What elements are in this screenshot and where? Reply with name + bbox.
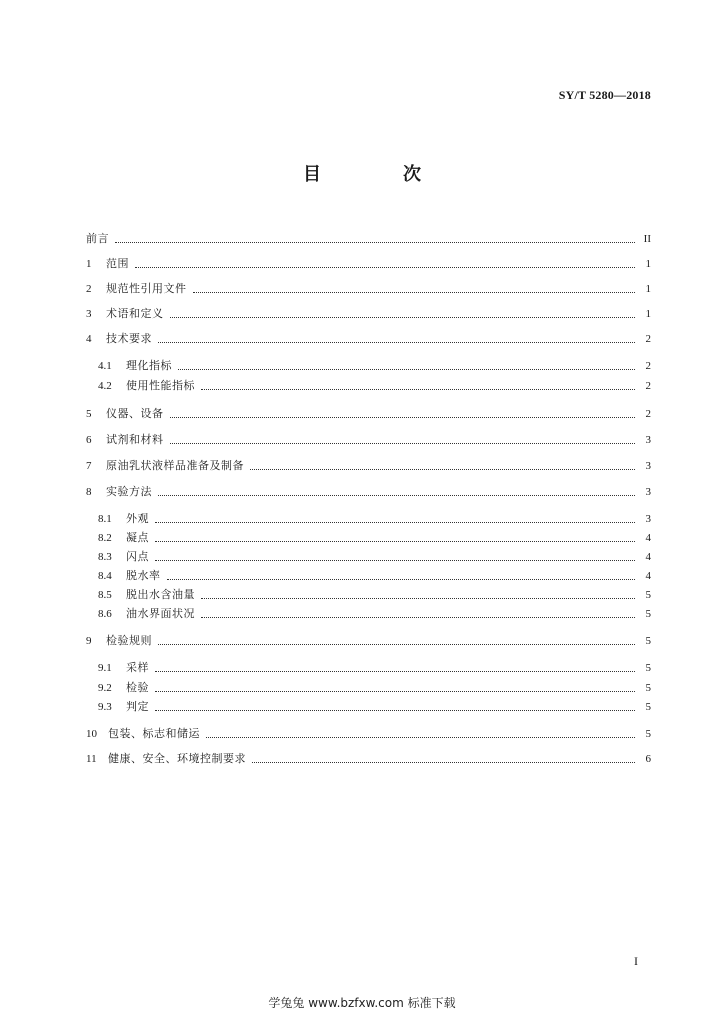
toc-entry-page: II [643, 233, 651, 245]
toc-entry-page: 5 [645, 662, 651, 674]
toc-subentry[interactable] [98, 355, 651, 373]
toc-entry-page: 4 [645, 532, 651, 544]
dot-leader [155, 559, 635, 561]
toc-entry[interactable] [86, 723, 651, 741]
dot-leader [155, 709, 635, 711]
toc-entry-number: 6 [86, 434, 92, 446]
toc-entry-number: 7 [86, 460, 92, 472]
toc-entry-page: 3 [645, 513, 651, 525]
toc-entry-number: 4.1 [98, 360, 112, 372]
toc-entry-label: 仪器、设备 [106, 407, 164, 420]
toc-subentry[interactable] [98, 603, 651, 621]
toc-entry-page: 6 [645, 753, 651, 765]
toc-entry-number: 8.6 [98, 608, 112, 620]
toc-entry[interactable] [86, 455, 651, 473]
toc-entry-page: 5 [645, 701, 651, 713]
toc-entry-number: 8.2 [98, 532, 112, 544]
toc-entry-label: 理化指标 [126, 359, 172, 372]
toc-entry-page: 5 [645, 728, 651, 740]
toc-subentry[interactable] [98, 584, 651, 602]
dot-leader [193, 291, 636, 293]
toc-entry-page: 2 [645, 408, 651, 420]
toc-entry-label: 脱出水含油量 [126, 588, 195, 601]
toc-entry-label: 使用性能指标 [126, 379, 195, 392]
dot-leader [155, 670, 635, 672]
toc-entry-label: 规范性引用文件 [106, 282, 187, 295]
toc-subentry[interactable] [98, 546, 651, 564]
toc-entry[interactable] [86, 630, 651, 648]
toc-entry-label: 油水界面状况 [126, 607, 195, 620]
toc-entry[interactable] [86, 403, 651, 421]
dot-leader [115, 241, 635, 243]
toc-entry-label: 外观 [126, 512, 149, 525]
toc-subentry[interactable] [98, 375, 651, 393]
toc-entry-page: 4 [645, 551, 651, 563]
toc-entry-number: 8.4 [98, 570, 112, 582]
toc-entry-label: 原油乳状液样品准备及制备 [106, 459, 244, 472]
page-number: I [634, 954, 638, 968]
toc-entry-page: 2 [645, 333, 651, 345]
toc-subentry[interactable] [98, 508, 651, 526]
toc-entry-number: 9.3 [98, 701, 112, 713]
dot-leader [201, 597, 635, 599]
standard-number: SY/T 5280—2018 [558, 88, 651, 102]
toc-entry-page: 3 [645, 434, 651, 446]
toc-entry-label: 凝点 [126, 531, 149, 544]
footer-watermark: 学兔兔 www.bzfxw.com 标准下载 [268, 996, 456, 1010]
dot-leader [155, 521, 635, 523]
dot-leader [135, 266, 635, 268]
toc-entry-number: 9.1 [98, 662, 112, 674]
dot-leader [250, 468, 635, 470]
dot-leader [201, 616, 635, 618]
toc-entry-number: 8.3 [98, 551, 112, 563]
dot-leader [252, 761, 635, 763]
toc-subentry[interactable] [98, 527, 651, 545]
dot-leader [170, 442, 636, 444]
dot-leader [167, 578, 636, 580]
toc-entry-number: 5 [86, 408, 92, 420]
dot-leader [206, 736, 635, 738]
toc-entry[interactable] [86, 748, 651, 766]
toc-entry-label: 实验方法 [106, 485, 152, 498]
dot-leader [158, 643, 635, 645]
toc-entry-number: 11 [86, 753, 97, 765]
toc-entry-page: 5 [645, 608, 651, 620]
toc-entry-number: 4 [86, 333, 92, 345]
toc-entry-label: 健康、安全、环境控制要求 [108, 752, 246, 765]
toc-entry[interactable] [86, 481, 651, 499]
toc-entry-label: 前言 [86, 232, 109, 245]
toc-entry-label: 闪点 [126, 550, 149, 563]
toc-entry[interactable] [86, 303, 651, 321]
toc-entry-foreword[interactable] [86, 228, 651, 246]
toc-entry-page: 2 [645, 360, 651, 372]
dot-leader [178, 368, 635, 370]
toc-entry-page: 5 [645, 589, 651, 601]
toc-entry-page: 5 [645, 635, 651, 647]
toc-entry-page: 4 [645, 570, 651, 582]
toc-entry-page: 1 [645, 283, 651, 295]
toc-entry-number: 9 [86, 635, 92, 647]
toc-entry-number: 8.1 [98, 513, 112, 525]
toc-entry-number: 1 [86, 258, 92, 270]
toc-entry[interactable] [86, 429, 651, 447]
toc-entry-page: 3 [645, 486, 651, 498]
toc-subentry[interactable] [98, 696, 651, 714]
toc-entry-label: 判定 [126, 700, 149, 713]
dot-leader [158, 341, 635, 343]
toc-entry-label: 脱水率 [126, 569, 161, 582]
toc-entry[interactable] [86, 328, 651, 346]
toc-entry-number: 4.2 [98, 380, 112, 392]
toc-entry-label: 术语和定义 [106, 307, 164, 320]
toc-subentry[interactable] [98, 677, 651, 695]
toc-entry[interactable] [86, 278, 651, 296]
toc-entry-page: 5 [645, 682, 651, 694]
toc-entry-label: 采样 [126, 661, 149, 674]
toc-title: 目 次 [303, 164, 453, 185]
dot-leader [158, 494, 635, 496]
toc-subentry[interactable] [98, 565, 651, 583]
toc-entry-label: 技术要求 [106, 332, 152, 345]
toc-entry-number: 3 [86, 308, 92, 320]
toc-entry-page: 1 [645, 258, 651, 270]
dot-leader [201, 388, 635, 390]
toc-subentry[interactable] [98, 657, 651, 675]
toc-entry-label: 检验规则 [106, 634, 152, 647]
toc-entry-number: 9.2 [98, 682, 112, 694]
toc-entry-page: 1 [645, 308, 651, 320]
dot-leader [170, 316, 636, 318]
dot-leader [170, 416, 636, 418]
toc-entry-number: 8 [86, 486, 92, 498]
toc-entry[interactable] [86, 253, 651, 271]
toc-entry-number: 2 [86, 283, 92, 295]
toc-entry-label: 包装、标志和储运 [108, 727, 200, 740]
toc-entry-label: 试剂和材料 [106, 433, 164, 446]
toc-entry-number: 8.5 [98, 589, 112, 601]
toc-entry-label: 范围 [106, 257, 129, 270]
toc-entry-page: 2 [645, 380, 651, 392]
dot-leader [155, 540, 635, 542]
dot-leader [155, 690, 635, 692]
toc-entry-label: 检验 [126, 681, 149, 694]
toc-entry-page: 3 [645, 460, 651, 472]
toc-entry-number: 10 [86, 728, 97, 740]
